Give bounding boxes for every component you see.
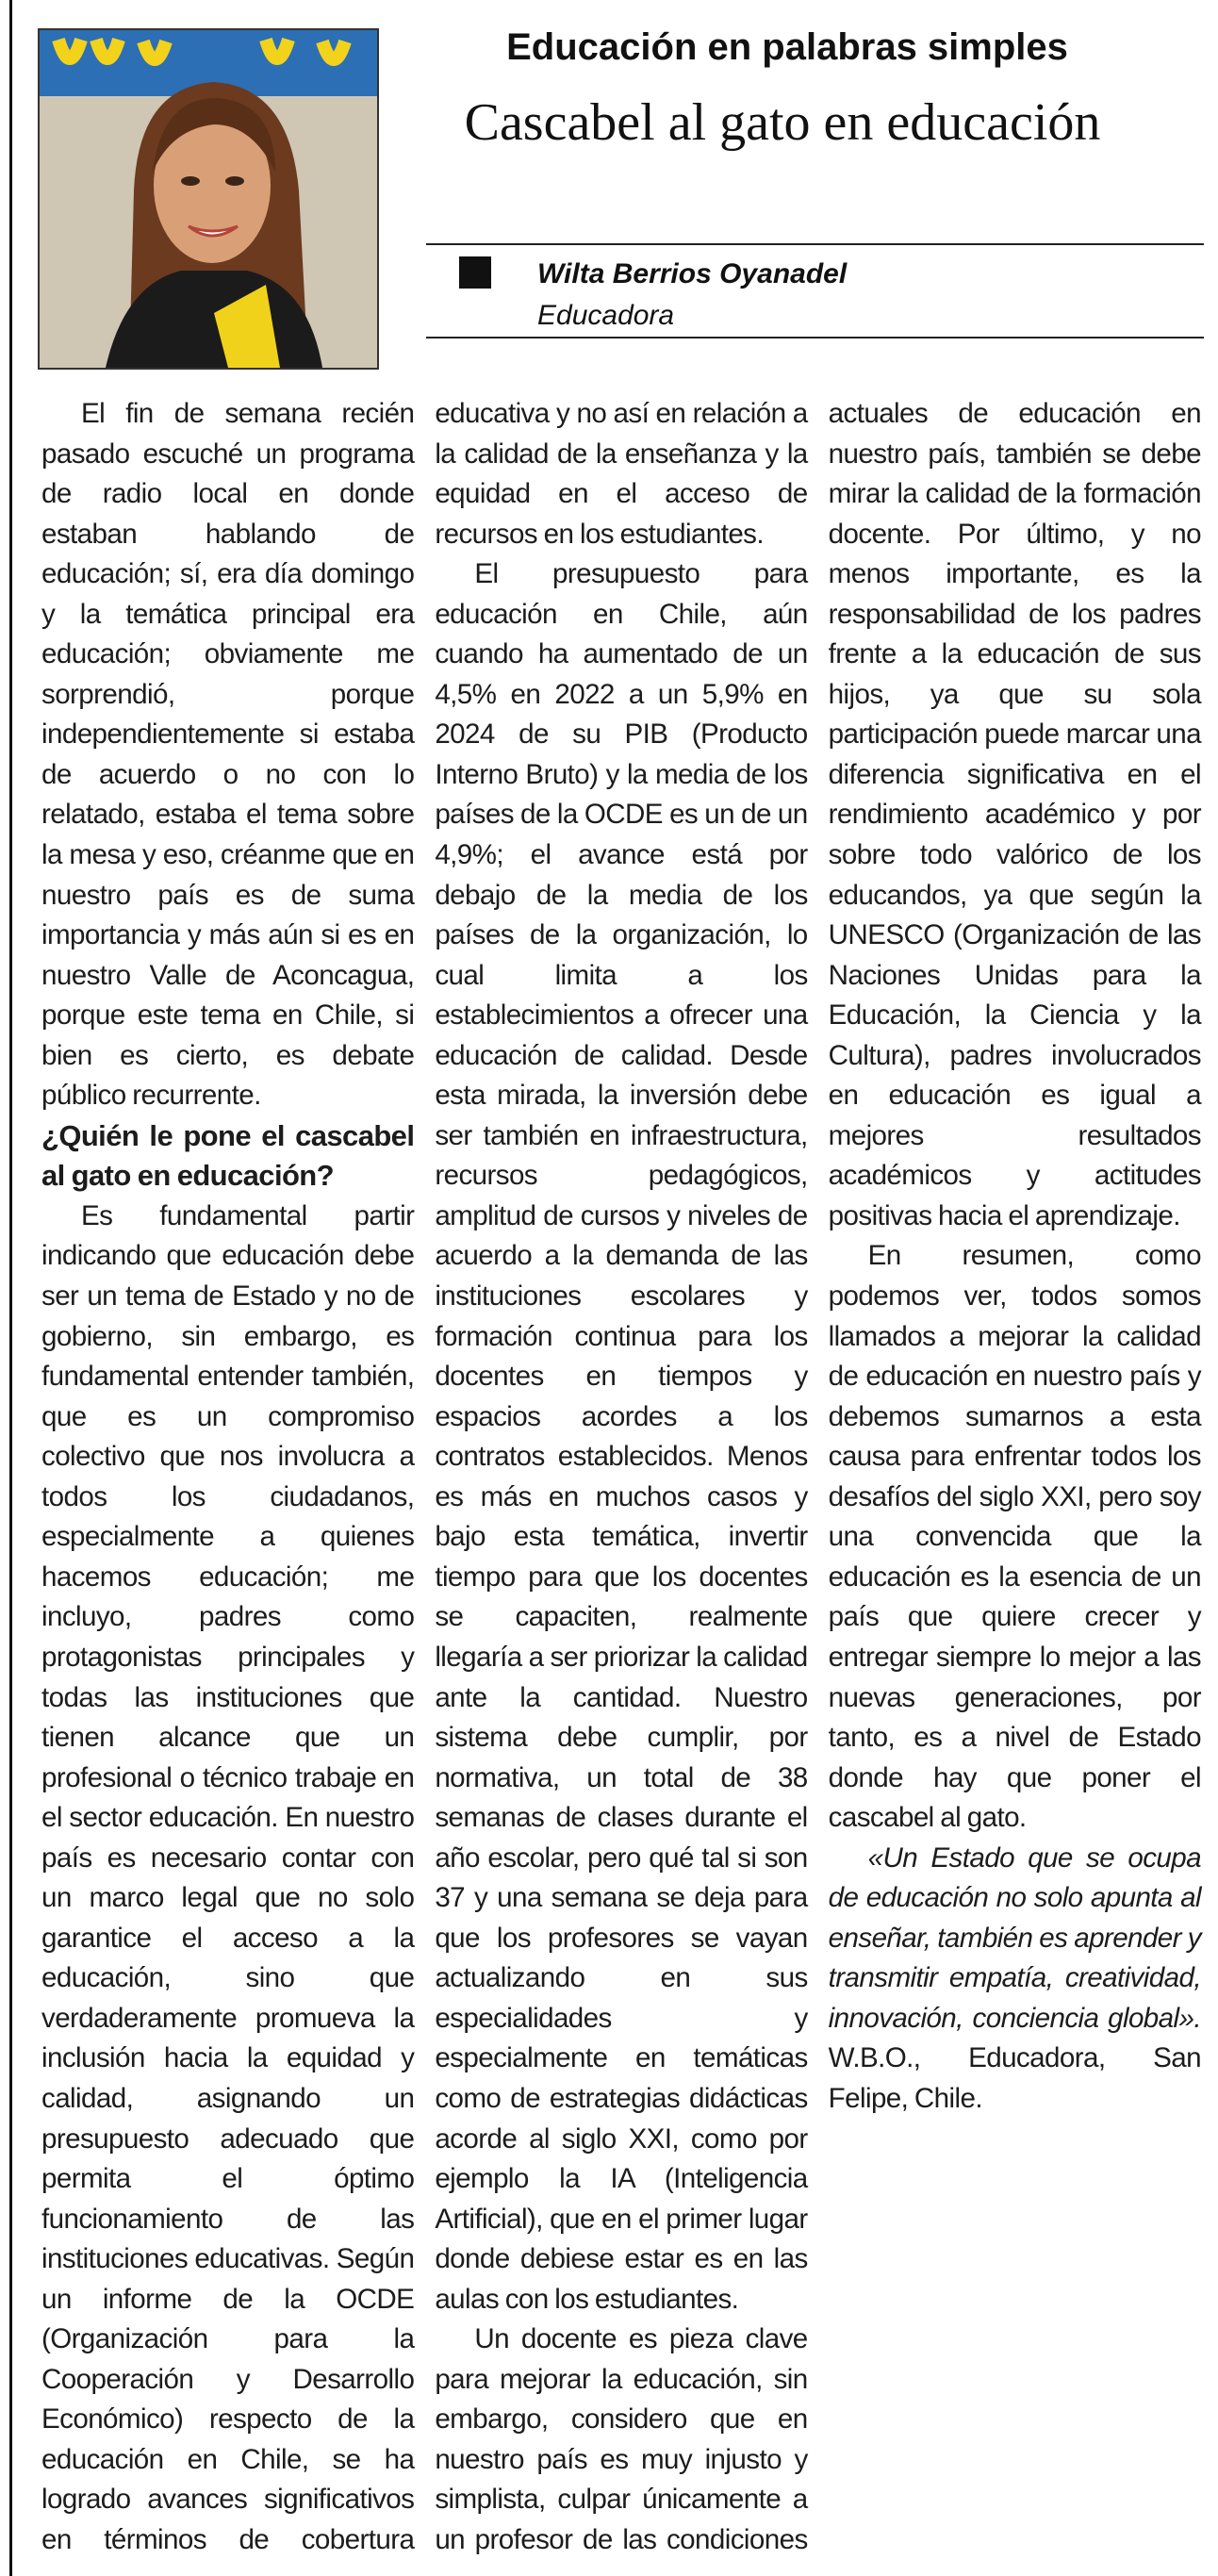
article-title: Cascabel al gato en educación (464, 93, 1101, 152)
article-subheading: ¿Quién le pone el cascabel al gato en educación? (41, 1118, 415, 1193)
author-role: Educadora (537, 300, 675, 331)
page-edge-rule (9, 0, 12, 2576)
paragraph-state-education: Es fundamental partir indicando que educación debe ser un tema de Estado y no de gobierno, sin embargo, es fundamental entender también, que es un compromiso colectivo que nos involucra a todos los ciudadanos, especialmente a quienes hacemos educación; me incluyo, padres como protagonistas principales y todas las instituciones que tienen alcance que un profesional o técnico trabaje en el sector educación. En nuestro país es necesario contar con un marco legal que no solo garantice el acceso a la educación, sino que verdaderamente promueva la inclusión hacia la equidad y calidad, asignando un presupuesto adecuado que permita el óptimo funcionamiento de las instituciones educativas. Según un informe de la OCDE (Organización para la Cooperación y Desarrollo Económico) respecto de la educación en Chile, se ha logrado avances significativos en términos de cobertura educativa y no así en relación a la calidad de la enseñanza y la equidad en el acceso de recursos en los estudiantes. (41, 398, 808, 2555)
closing-quote: «Un Estado que se ocupa de educación no solo apunta al enseñar, también es aprender y transmitir empatía, creatividad, innovación, conciencia global». (828, 1841, 1201, 2034)
author-name: Wilta Berrios Oyanadel (537, 258, 848, 289)
byline-bottom-rule (426, 337, 1204, 339)
closing-quote-paragraph (829, 1839, 1201, 2120)
paragraph-summary: En resumen, como podemos ver, todos somos llamados a mejorar la calidad de educación en nuestro país y debemos sumarnos a esta causa para enfrentar todos los desafíos del siglo XXI, pero soy una convencida que la educación es la esencia de un país que quiere crecer y entregar siempre lo mejor a las nuevas generaciones, por tanto, es a nivel de Estado donde hay que poner el cascabel al gato. (828, 1240, 1201, 1834)
byline-square-icon (459, 256, 491, 289)
paragraph-budget: El presupuesto para educación en Chile, aún cuando ha aumentado de un 4,5% en 2022 a un 5,9% en 2024 de su PIB (Producto Interno Bruto) y la media de los países de la OCDE es un de un 4,9%; el avance está por debajo de la media de los países de la organización, lo cual limita a los establecimientos a ofrecer una educación de calidad. Desde esta mirada, la inversión debe ser también en infraestructura, recursos pedagógicos, amplitud de cursos y niveles de acuerdo a la demanda de las instituciones escolares y formación continua para los docentes en tiempos y espacios acordes a los contratos establecidos. Menos es más en muchos casos y bajo esta temática, invertir tiempo para que los docentes se capaciten, realmente llegaría a ser priorizar la calidad ante la cantidad. Nuestro sistema debe cumplir, por normativa, un total de 38 semanas de clases durante el año escolar, pero qué tal si son 37 y una semana se deja para que los profesores se vayan actualizando en sus especialidades y especialmente en temáticas como de estrategias didácticas acorde al siglo XXI, como por ejemplo la IA (Inteligencia Artificial), que en el primer lugar donde debiese estar es en las aulas con los estudiantes. (435, 558, 808, 2315)
author-signature: W.B.O., Educadora, San Felipe, Chile. (828, 2042, 1201, 2114)
article-body (41, 394, 1201, 2563)
paragraph-intro: El fin de semana recién pasado escuché un programa de radio local en donde estaban hablando de educación; sí, era día domingo y la temática principal era educación; obviamente me sorprendió, porque independientemente si estaba de acuerdo o no con lo relatado, estaba el tema sobre la mesa y eso, créanme que en nuestro país es de suma importancia y más aún si es en nuestro Valle de Aconcagua, porque este tema en Chile, si bien es cierto, es debate público recurrente. (41, 398, 415, 1112)
author-portrait-image (40, 30, 377, 368)
section-kicker: Educación en palabras simples (506, 26, 1068, 68)
author-photo (38, 28, 379, 370)
paragraph-teachers-parents: Un docente es pieza clave para mejorar la educación, sin embargo, considero que en nuestro país es muy injusto y simplista, culpar únicamente a un profesor de las condiciones actuales de educación en nuestro país, también se debe mirar la calidad de la formación docente. Por último, y no menos importante, es la responsabilidad de los padres frente a la educación de sus hijos, ya que su sola participación puede marcar una diferencia significativa en el rendimiento académico y por sobre todo valórico de los educandos, ya que según la UNESCO (Organización de las Naciones Unidas para la Educación, la Ciencia y la Cultura), padres involucrados en educación es igual a mejores resultados académicos y actitudes positivas hacia el aprendizaje. (435, 398, 1201, 2555)
byline-top-rule (426, 243, 1204, 245)
